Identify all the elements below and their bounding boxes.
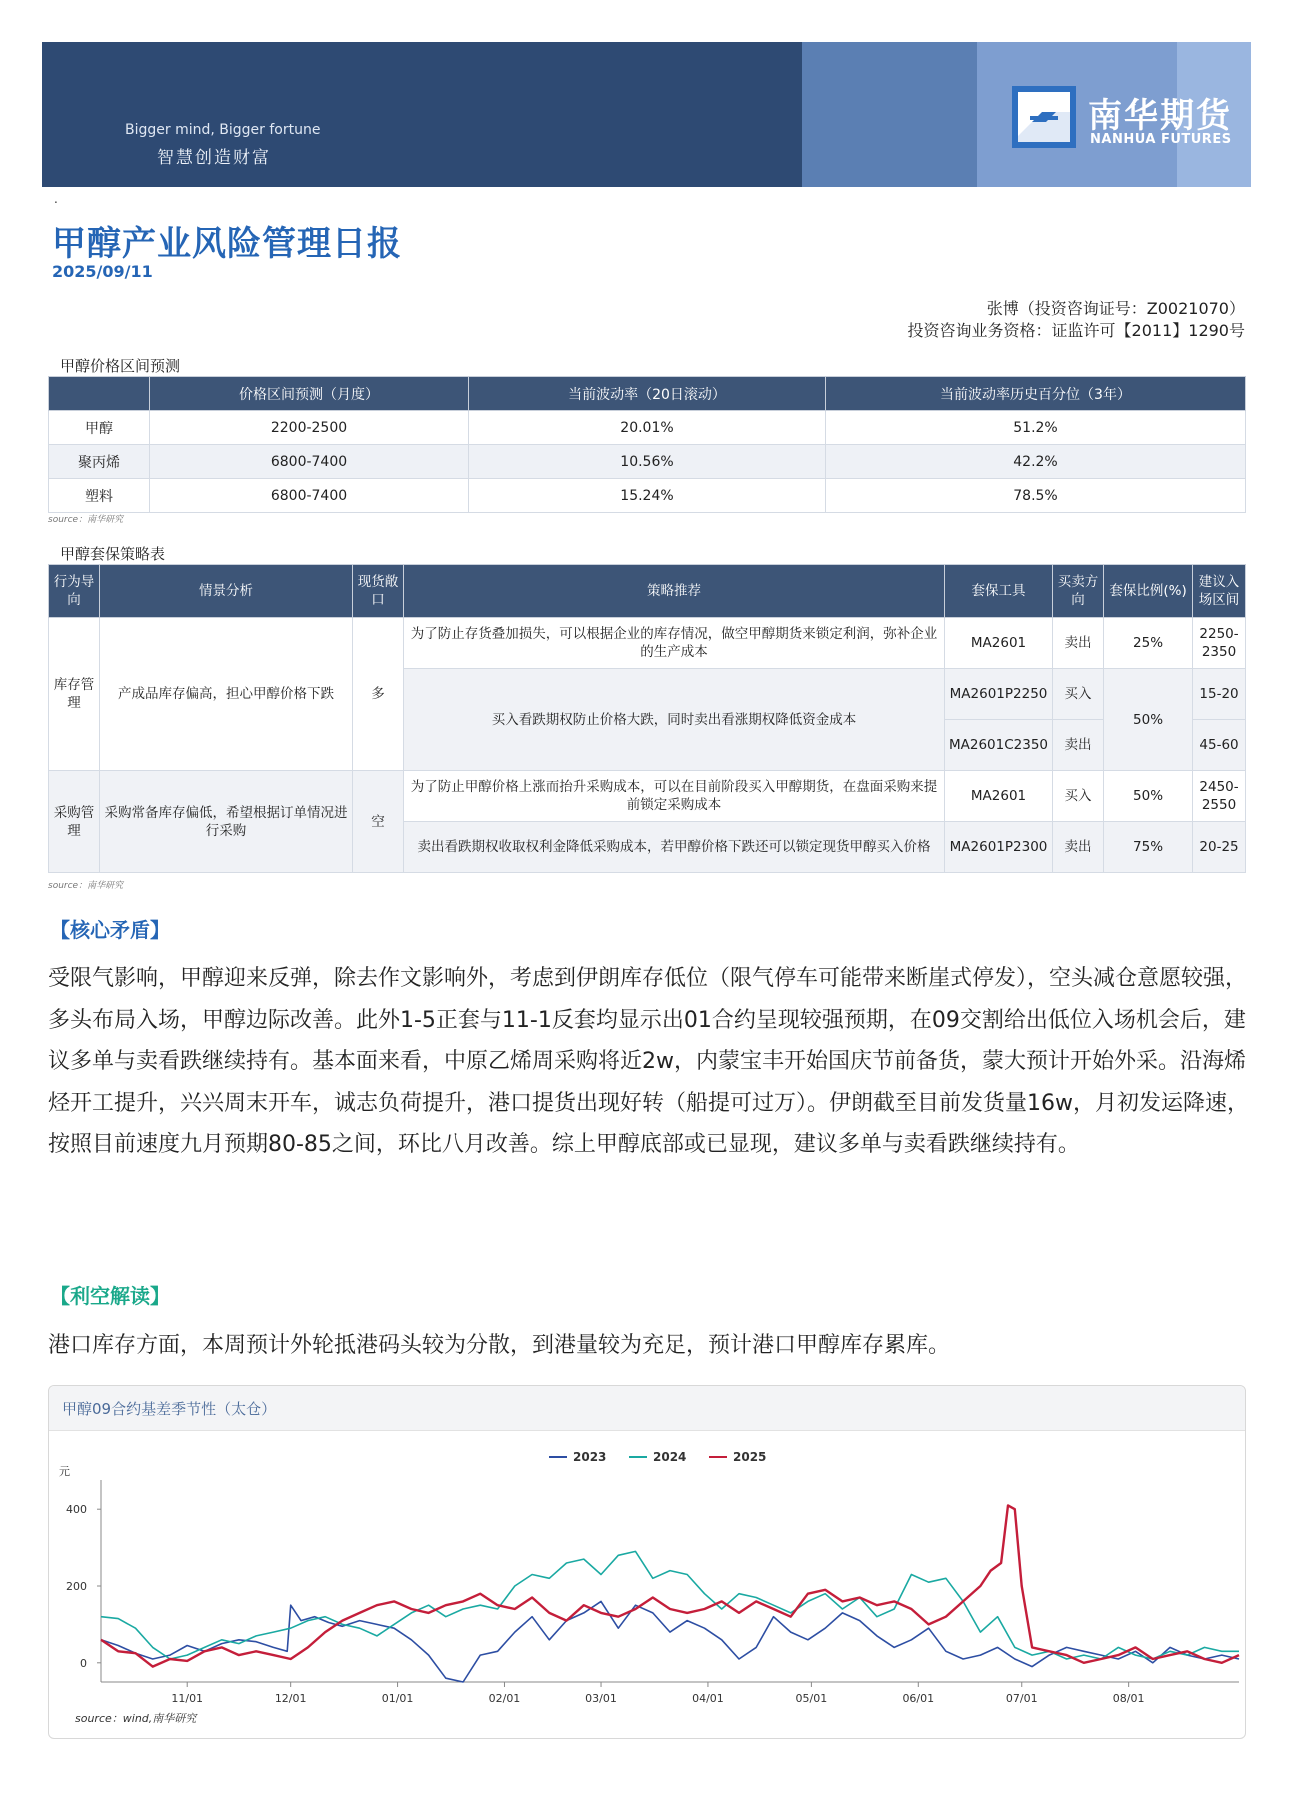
- ratio-cell: 75%: [1104, 822, 1193, 873]
- ratio-cell: 50%: [1104, 771, 1193, 822]
- range-cell: 15-20: [1193, 669, 1246, 720]
- tool-cell: MA2601: [945, 771, 1053, 822]
- strategy-cell: 为了防止存货叠加损失，可以根据企业的库存情况，做空甲醇期货来锁定利润，弥补企业的生产成本: [404, 618, 945, 669]
- series-line-2023: [101, 1601, 1239, 1682]
- x-tick-label: 11/01: [171, 1692, 204, 1705]
- price-table-source: source：南华研究: [48, 515, 124, 525]
- license-info: 投资咨询业务资格：证监许可【2011】1290号: [907, 321, 1245, 340]
- report-date: 2025/09/11: [52, 262, 153, 281]
- price-table-label: 甲醇价格区间预测: [60, 357, 181, 375]
- x-tick-label: 03/01: [585, 1692, 617, 1705]
- direction-cell: 买入: [1053, 771, 1104, 822]
- behavior-cell: 采购管理: [49, 771, 100, 873]
- series-line-2025: [101, 1505, 1239, 1666]
- behavior-cell: 库存管理: [49, 618, 100, 771]
- report-title: 甲醇产业风险管理日报: [52, 224, 402, 264]
- x-tick-label: 08/01: [1112, 1692, 1145, 1705]
- legend-label: 2024: [653, 1450, 687, 1464]
- column-header: 套保工具: [945, 565, 1053, 618]
- chart-title-bar: [49, 1386, 1245, 1431]
- table-row: [49, 445, 1246, 479]
- legend-label: 2025: [733, 1450, 767, 1464]
- core-heading: 【核心矛盾】: [50, 918, 170, 942]
- bearish-paragraph: 港口库存方面，本周预计外轮抵港码头较为分散，到港量较为充足，预计港口甲醇库存累库。: [48, 1333, 951, 1358]
- table-row: [49, 771, 1246, 822]
- x-tick-label: 12/01: [274, 1692, 307, 1705]
- table-row: [49, 618, 1246, 669]
- x-tick-label: 01/01: [381, 1692, 414, 1705]
- logo-text-chinese: 南华期货: [1088, 96, 1232, 136]
- table-cell: 6800-7400: [150, 445, 469, 479]
- table-cell: 15.24%: [469, 479, 826, 513]
- logo-text-english: NANHUA FUTURES: [1090, 132, 1232, 147]
- x-tick-label: 04/01: [692, 1692, 724, 1705]
- range-cell: 2450-2550: [1193, 771, 1246, 822]
- table-row: [49, 411, 1246, 445]
- table-cell: 10.56%: [469, 445, 826, 479]
- slogan-chinese: 智慧创造财富: [157, 148, 271, 168]
- table-row: [49, 479, 1246, 513]
- author-info: 张博（投资咨询证号：Z0021070）: [986, 299, 1245, 318]
- y-tick-label: 200: [66, 1580, 87, 1593]
- table-header-row: [49, 377, 1246, 411]
- chart-title: 甲醇09合约基差季节性（太仓）: [62, 1400, 277, 1418]
- scenario-cell: 产成品库存偏高，担心甲醇价格下跌: [100, 618, 353, 771]
- core-paragraph: 受限气影响，甲醇迎来反弹，除去作文影响外，考虑到伊朗库存低位（限气停车可能带来断崖式停发），空头减仓意愿较强，多头布局入场，甲醇边际改善。此外1-5正套与11-1反套均显示出01合约呈现较强预期，在09交割给出低位入场机会后，建议多单与卖看跌继续持有。基本面来看，中原乙烯周采购将近2w，内蒙宝丰开始国庆节前备货，蒙大预计开始外采。沿海烯烃开工提升，兴兴周末开车，诚志负荷提升，港口提货出现好转（船提可过万）。伊朗截至目前发货量16w，月初发运降速，按照目前速度九月预期80-85之间，环比八月改善。综上甲醇底部或已显现，建议多单与卖看跌继续持有。: [48, 966, 1249, 1157]
- range-cell: 2250-2350: [1193, 618, 1246, 669]
- series-line-2024: [101, 1551, 1239, 1659]
- bearish-heading: 【利空解读】: [50, 1284, 170, 1308]
- ratio-cell: 25%: [1104, 618, 1193, 669]
- table-cell: 塑料: [49, 479, 150, 513]
- table-cell: 20.01%: [469, 411, 826, 445]
- strategy-cell: 为了防止甲醇价格上涨而抬升采购成本，可以在目前阶段买入甲醇期货，在盘面采购来提前锁定采购成本: [404, 771, 945, 822]
- strategy-cell: 买入看跌期权防止价格大跌，同时卖出看涨期权降低资金成本: [404, 669, 945, 771]
- direction-cell: 卖出: [1053, 720, 1104, 771]
- column-header: 情景分析: [100, 565, 353, 618]
- table-cell: 6800-7400: [150, 479, 469, 513]
- y-axis-label: 元: [59, 1465, 70, 1478]
- column-header: 买卖方向: [1053, 565, 1104, 618]
- strategy-cell: 卖出看跌期权收取权利金降低采购成本，若甲醇价格下跌还可以锁定现货甲醇买入价格: [404, 822, 945, 873]
- x-tick-label: 06/01: [902, 1692, 935, 1705]
- legend-label: 2023: [573, 1450, 607, 1464]
- tool-cell: MA2601P2300: [945, 822, 1053, 873]
- basis-chart-card: [48, 1385, 1246, 1739]
- tool-cell: MA2601C2350: [945, 720, 1053, 771]
- direction-cell: 卖出: [1053, 618, 1104, 669]
- x-tick-label: 02/01: [488, 1692, 521, 1705]
- direction-cell: 卖出: [1053, 822, 1104, 873]
- basis-seasonality-chart: [49, 1430, 1245, 1736]
- direction-cell: 买入: [1053, 669, 1104, 720]
- column-header: 套保比例(%): [1104, 565, 1193, 618]
- table-cell: 51.2%: [826, 411, 1246, 445]
- range-cell: 20-25: [1193, 822, 1246, 873]
- column-header: 行为导向: [49, 565, 100, 618]
- price-range-table: [48, 376, 1246, 513]
- nanhua-logo-icon: [1012, 86, 1076, 148]
- chart-source: source：wind,南华研究: [75, 1712, 197, 1725]
- column-header: 当前波动率历史百分位（3年）: [826, 377, 1246, 411]
- column-header: 价格区间预测（月度）: [150, 377, 469, 411]
- y-tick-label: 400: [66, 1503, 87, 1517]
- range-cell: 45-60: [1193, 720, 1246, 771]
- hedge-table-label: 甲醇套保策略表: [60, 545, 166, 563]
- ratio-cell: 50%: [1104, 669, 1193, 771]
- hedge-strategy-table: [48, 564, 1246, 873]
- y-tick-label: 0: [80, 1656, 87, 1670]
- tool-cell: MA2601: [945, 618, 1053, 669]
- banner-band: [802, 42, 977, 187]
- column-header: 策略推荐: [404, 565, 945, 618]
- exposure-cell: 多: [353, 618, 404, 771]
- column-header: 建议入场区间: [1193, 565, 1246, 618]
- x-tick-label: 07/01: [1005, 1692, 1038, 1705]
- table-cell: 2200-2500: [150, 411, 469, 445]
- hedge-table-source: source：南华研究: [48, 881, 124, 891]
- marker-dot: .: [54, 192, 58, 206]
- table-cell: 甲醇: [49, 411, 150, 445]
- x-tick-label: 05/01: [795, 1692, 828, 1705]
- tool-cell: MA2601P2250: [945, 669, 1053, 720]
- table-cell: 42.2%: [826, 445, 1246, 479]
- scenario-cell: 采购常备库存偏低，希望根据订单情况进行采购: [100, 771, 353, 873]
- table-header-row: [49, 565, 1246, 618]
- column-header: 现货敞口: [353, 565, 404, 618]
- exposure-cell: 空: [353, 771, 404, 873]
- table-cell: 78.5%: [826, 479, 1246, 513]
- table-cell: 聚丙烯: [49, 445, 150, 479]
- column-header: [49, 377, 150, 411]
- column-header: 当前波动率（20日滚动）: [469, 377, 826, 411]
- slogan-english: Bigger mind, Bigger fortune: [125, 122, 321, 138]
